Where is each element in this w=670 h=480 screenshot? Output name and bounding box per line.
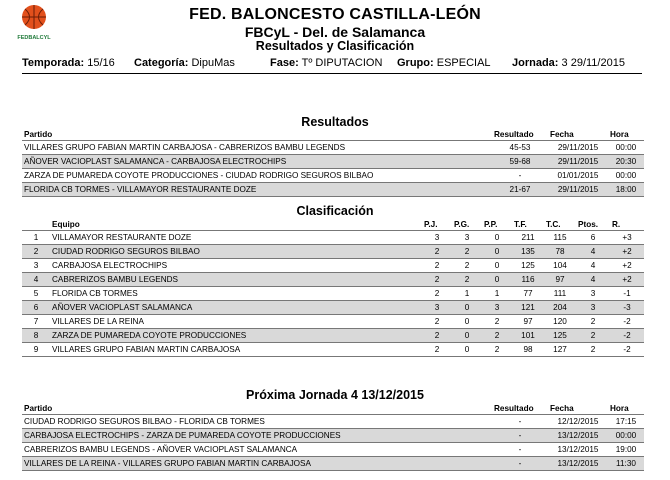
resultado-cell: - xyxy=(492,443,548,457)
resultado-cell: - xyxy=(492,429,548,443)
ptos-cell: 4 xyxy=(576,245,610,259)
col-pp: P.P. xyxy=(484,220,498,229)
table-row xyxy=(22,457,644,471)
table-row xyxy=(22,287,644,301)
pj-cell: 2 xyxy=(422,287,452,301)
col-resultado: Resultado xyxy=(494,404,534,413)
fecha-cell: 29/11/2015 xyxy=(548,155,608,169)
pp-cell: 2 xyxy=(482,315,512,329)
resultado-cell: 59-68 xyxy=(492,155,548,169)
categoria-value: DipuMas xyxy=(191,57,235,69)
equipo-cell: CIUDAD RODRIGO SEGUROS BILBAO xyxy=(50,245,422,259)
pj-cell: 2 xyxy=(422,245,452,259)
r-cell: +3 xyxy=(610,231,644,245)
ptos-cell: 3 xyxy=(576,301,610,315)
table-row xyxy=(22,443,644,457)
pp-cell: 0 xyxy=(482,259,512,273)
tc-cell: 97 xyxy=(544,273,576,287)
partido-cell: VILLARES DE LA REINA - VILLARES GRUPO FABIAN MARTIN CARBAJOSA xyxy=(22,457,492,471)
fecha-cell: 13/12/2015 xyxy=(548,457,608,471)
pp-cell: 2 xyxy=(482,343,512,357)
hora-cell: 00:00 xyxy=(608,169,644,183)
table-row xyxy=(22,155,644,169)
tf-cell: 101 xyxy=(512,329,544,343)
col-hora: Hora xyxy=(610,130,629,139)
table-row xyxy=(22,183,644,197)
delegation-subtitle: FBCyL - Del. de Salamanca xyxy=(244,24,426,40)
pp-cell: 0 xyxy=(482,245,512,259)
pg-cell: 1 xyxy=(452,287,482,301)
pp-cell: 0 xyxy=(482,273,512,287)
jornada-date: 29/11/2015 xyxy=(570,57,625,69)
equipo-cell: CABRERIZOS BAMBU LEGENDS xyxy=(50,273,422,287)
col-r: R. xyxy=(612,220,621,229)
pos-cell: 8 xyxy=(22,329,50,343)
equipo-cell: ZARZA DE PUMAREDA COYOTE PRODUCCIONES xyxy=(50,329,422,343)
pg-cell: 3 xyxy=(452,231,482,245)
r-cell: -2 xyxy=(610,329,644,343)
tf-cell: 98 xyxy=(512,343,544,357)
temporada-field xyxy=(22,57,115,71)
hora-cell: 00:00 xyxy=(608,141,644,155)
pg-cell: 0 xyxy=(452,343,482,357)
pos-cell: 9 xyxy=(22,343,50,357)
col-tc: T.C. xyxy=(546,220,561,229)
fecha-cell: 29/11/2015 xyxy=(548,183,608,197)
table-row xyxy=(22,429,644,443)
fase-field xyxy=(270,57,382,71)
tc-cell: 127 xyxy=(544,343,576,357)
col-equipo: Equipo xyxy=(52,220,80,229)
ptos-cell: 4 xyxy=(576,259,610,273)
hora-cell: 19:00 xyxy=(608,443,644,457)
pj-cell: 2 xyxy=(422,329,452,343)
tf-cell: 135 xyxy=(512,245,544,259)
tc-cell: 104 xyxy=(544,259,576,273)
hora-cell: 20:30 xyxy=(608,155,644,169)
ptos-cell: 3 xyxy=(576,287,610,301)
tf-cell: 211 xyxy=(512,231,544,245)
table-row xyxy=(22,329,644,343)
col-resultado: Resultado xyxy=(494,130,534,139)
partido-cell: VILLARES GRUPO FABIAN MARTIN CARBAJOSA - CABRERIZOS BAMBU LEGENDS xyxy=(22,141,492,155)
r-cell: -3 xyxy=(610,301,644,315)
pp-cell: 3 xyxy=(482,301,512,315)
fase-value: Tº DIPUTACION xyxy=(301,57,383,69)
pos-cell: 6 xyxy=(22,301,50,315)
proxima-table xyxy=(22,403,644,471)
clasificacion-table xyxy=(22,219,644,357)
pp-cell: 2 xyxy=(482,329,512,343)
jornada-value: 3 xyxy=(561,57,568,69)
ptos-cell: 2 xyxy=(576,343,610,357)
r-cell: +2 xyxy=(610,273,644,287)
partido-cell: AÑOVER VACIOPLAST SALAMANCA - CARBAJOSA ELECTROCHIPS xyxy=(22,155,492,169)
resultado-cell: - xyxy=(492,415,548,429)
col-tf: T.F. xyxy=(514,220,527,229)
pos-cell: 4 xyxy=(22,273,50,287)
report-title: Resultados y Clasificación xyxy=(255,39,415,53)
meta-divider xyxy=(22,73,642,74)
tf-cell: 116 xyxy=(512,273,544,287)
grupo-field xyxy=(397,57,491,71)
fecha-cell: 13/12/2015 xyxy=(548,429,608,443)
pg-cell: 2 xyxy=(452,245,482,259)
resultados-title: Resultados xyxy=(301,115,369,129)
pj-cell: 3 xyxy=(422,301,452,315)
table-row xyxy=(22,343,644,357)
partido-cell: ZARZA DE PUMAREDA COYOTE PRODUCCIONES - CIUDAD RODRIGO SEGUROS BILBAO xyxy=(22,169,492,183)
fecha-cell: 29/11/2015 xyxy=(548,141,608,155)
hora-cell: 11:30 xyxy=(608,457,644,471)
pj-cell: 2 xyxy=(422,343,452,357)
proxima-jornada-title: Próxima Jornada 4 13/12/2015 xyxy=(246,388,424,402)
grupo-value: ESPECIAL xyxy=(436,57,491,69)
r-cell: -1 xyxy=(610,287,644,301)
temporada-value: 15/16 xyxy=(87,57,115,69)
fase-label: Fase: xyxy=(270,57,299,69)
pg-cell: 0 xyxy=(452,301,482,315)
equipo-cell: CARBAJOSA ELECTROCHIPS xyxy=(50,259,422,273)
equipo-cell: VILLAMAYOR RESTAURANTE DOZE xyxy=(50,231,422,245)
resultados-table xyxy=(22,129,644,197)
pg-cell: 0 xyxy=(452,329,482,343)
ptos-cell: 2 xyxy=(576,329,610,343)
col-fecha: Fecha xyxy=(550,404,574,413)
table-row xyxy=(22,141,644,155)
jornada-field xyxy=(512,57,625,71)
pos-cell: 3 xyxy=(22,259,50,273)
partido-cell: CABRERIZOS BAMBU LEGENDS - AÑOVER VACIOPLAST SALAMANCA xyxy=(22,443,492,457)
resultado-cell: 45-53 xyxy=(492,141,548,155)
col-pj: P.J. xyxy=(424,220,438,229)
pos-cell: 7 xyxy=(22,315,50,329)
tc-cell: 125 xyxy=(544,329,576,343)
pp-cell: 1 xyxy=(482,287,512,301)
temporada-label: Temporada: xyxy=(22,57,85,69)
tc-cell: 115 xyxy=(544,231,576,245)
tc-cell: 204 xyxy=(544,301,576,315)
partido-cell: CARBAJOSA ELECTROCHIPS - ZARZA DE PUMAREDA COYOTE PRODUCCIONES xyxy=(22,429,492,443)
tc-cell: 111 xyxy=(544,287,576,301)
ptos-cell: 4 xyxy=(576,273,610,287)
categoria-field xyxy=(134,57,235,71)
fecha-cell: 01/01/2015 xyxy=(548,169,608,183)
pos-cell: 5 xyxy=(22,287,50,301)
hora-cell: 17:15 xyxy=(608,415,644,429)
table-row xyxy=(22,301,644,315)
pj-cell: 2 xyxy=(422,259,452,273)
table-row xyxy=(22,245,644,259)
resultado-cell: - xyxy=(492,457,548,471)
ptos-cell: 2 xyxy=(576,315,610,329)
partido-cell: FLORIDA CB TORMES - VILLAMAYOR RESTAURANTE DOZE xyxy=(22,183,492,197)
ptos-cell: 6 xyxy=(576,231,610,245)
resultado-cell: - xyxy=(492,169,548,183)
table-row xyxy=(22,259,644,273)
pp-cell: 0 xyxy=(482,231,512,245)
tf-cell: 121 xyxy=(512,301,544,315)
r-cell: -2 xyxy=(610,315,644,329)
fecha-cell: 12/12/2015 xyxy=(548,415,608,429)
grupo-label: Grupo: xyxy=(397,57,434,69)
pos-cell: 2 xyxy=(22,245,50,259)
categoria-label: Categoría: xyxy=(134,57,189,69)
equipo-cell: FLORIDA CB TORMES xyxy=(50,287,422,301)
tc-cell: 120 xyxy=(544,315,576,329)
pj-cell: 2 xyxy=(422,273,452,287)
r-cell: +2 xyxy=(610,259,644,273)
pg-cell: 2 xyxy=(452,273,482,287)
equipo-cell: VILLARES DE LA REINA xyxy=(50,315,422,329)
col-partido: Partido xyxy=(24,130,53,139)
table-row xyxy=(22,169,644,183)
pj-cell: 3 xyxy=(422,231,452,245)
col-ptos: Ptos. xyxy=(578,220,599,229)
partido-cell: CIUDAD RODRIGO SEGUROS BILBAO - FLORIDA CB TORMES xyxy=(22,415,492,429)
col-fecha: Fecha xyxy=(550,130,574,139)
table-row xyxy=(22,415,644,429)
logo-text: FEDBALCYL xyxy=(17,35,51,41)
col-pg: P.G. xyxy=(454,220,470,229)
jornada-label: Jornada: xyxy=(512,57,559,69)
r-cell: +2 xyxy=(610,245,644,259)
resultado-cell: 21-67 xyxy=(492,183,548,197)
hora-cell: 00:00 xyxy=(608,429,644,443)
pos-cell: 1 xyxy=(22,231,50,245)
pg-cell: 2 xyxy=(452,259,482,273)
col-hora: Hora xyxy=(610,404,629,413)
pj-cell: 2 xyxy=(422,315,452,329)
tc-cell: 78 xyxy=(544,245,576,259)
r-cell: -2 xyxy=(610,343,644,357)
pg-cell: 0 xyxy=(452,315,482,329)
tf-cell: 77 xyxy=(512,287,544,301)
fecha-cell: 13/12/2015 xyxy=(548,443,608,457)
table-row xyxy=(22,315,644,329)
equipo-cell: AÑOVER VACIOPLAST SALAMANCA xyxy=(50,301,422,315)
col-partido: Partido xyxy=(24,404,53,413)
tf-cell: 97 xyxy=(512,315,544,329)
table-row xyxy=(22,273,644,287)
equipo-cell: VILLARES GRUPO FABIAN MARTIN CARBAJOSA xyxy=(50,343,422,357)
hora-cell: 18:00 xyxy=(608,183,644,197)
federation-title: FED. BALONCESTO CASTILLA-LEÓN xyxy=(189,6,481,23)
clasificacion-title: Clasificación xyxy=(296,204,374,218)
tf-cell: 125 xyxy=(512,259,544,273)
table-row xyxy=(22,231,644,245)
